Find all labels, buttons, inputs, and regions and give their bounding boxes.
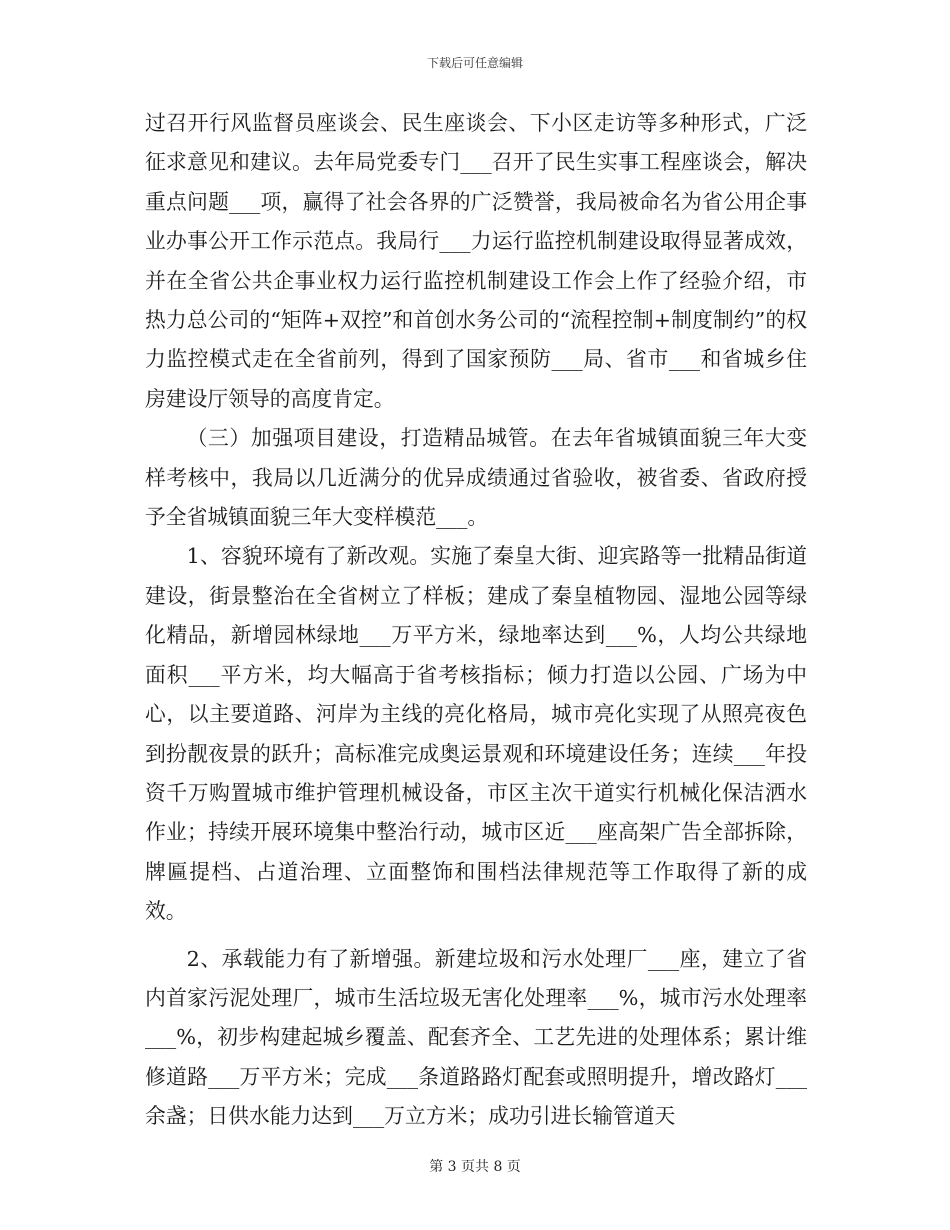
paragraph-item-1: 1、容貌环境有了新改观。实施了秦皇大街、迎宾路等一批精品街道建设，街景整治在全省树立了样板；建成了秦皇植物园、湿地公园等绿化精品，新增园林绿地___万平方米，绿地率达到___%，人均公共绿地面积___平方米，均大幅高于省考核指标；倾力打造以公园、广场为中心，以主要道路、河岸为主线的亮化格局，城市亮化实现了从照亮夜色到扮靓夜景的跃升；高标准完成奥运景观和环境建设任务；连续___年投资千万购置城市维护管理机械设备，市区主次干道实行机械化保洁洒水作业；持续开展环境集中整治行动，城市区近___座高架广告全部拆除，牌匾提档、占道治理、立面整饰和围档法律规范等工作取得了新的成效。 (145, 544, 807, 924)
document-body (145, 104, 807, 1137)
paragraph-item-2: 2、承载能力有了新增强。新建垃圾和污水处理厂___座，建立了省内首家污泥处理厂，城市生活垃圾无害化处理率___%，城市污水处理率___%，初步构建起城乡覆盖、配套齐全、工艺先进的处理体系；累计维修道路___万平方米；完成___条道路路灯配套或照明提升，增改路灯___余盏；日供水能力达到___万立方米；成功引进长输管道天 (145, 946, 807, 1129)
page-number: 第 3 页共 8 页 (429, 1159, 521, 1175)
page-header-note: 下载后可任意编辑 (426, 56, 523, 70)
paragraph-section-3-heading: （三）加强项目建设，打造精品城管。在去年省城镇面貌三年大变样考核中，我局以几近满分的优异成绩通过省验收，被省委、省政府授予全省城镇面貌三年大变样模范___。 (145, 426, 807, 530)
paragraph-continuation: 过召开行风监督员座谈会、民生座谈会、下小区走访等多种形式，广泛征求意见和建议。去年局党委专门___召开了民生实事工程座谈会，解决重点问题___项，赢得了社会各界的广泛赞誉，我局被命名为省公用企事业办事公开工作示范点。我局行___力运行监控机制建设取得显著成效，并在全省公共企事业权力运行监控机制建设工作会上作了经验介绍，市热力总公司的“矩阵+双控”和首创水务公司的“流程控制+制度制约”的权力监控模式走在全省前列，得到了国家预防___局、省市___和省城乡住房建设厅领导的高度肯定。 (145, 111, 807, 411)
